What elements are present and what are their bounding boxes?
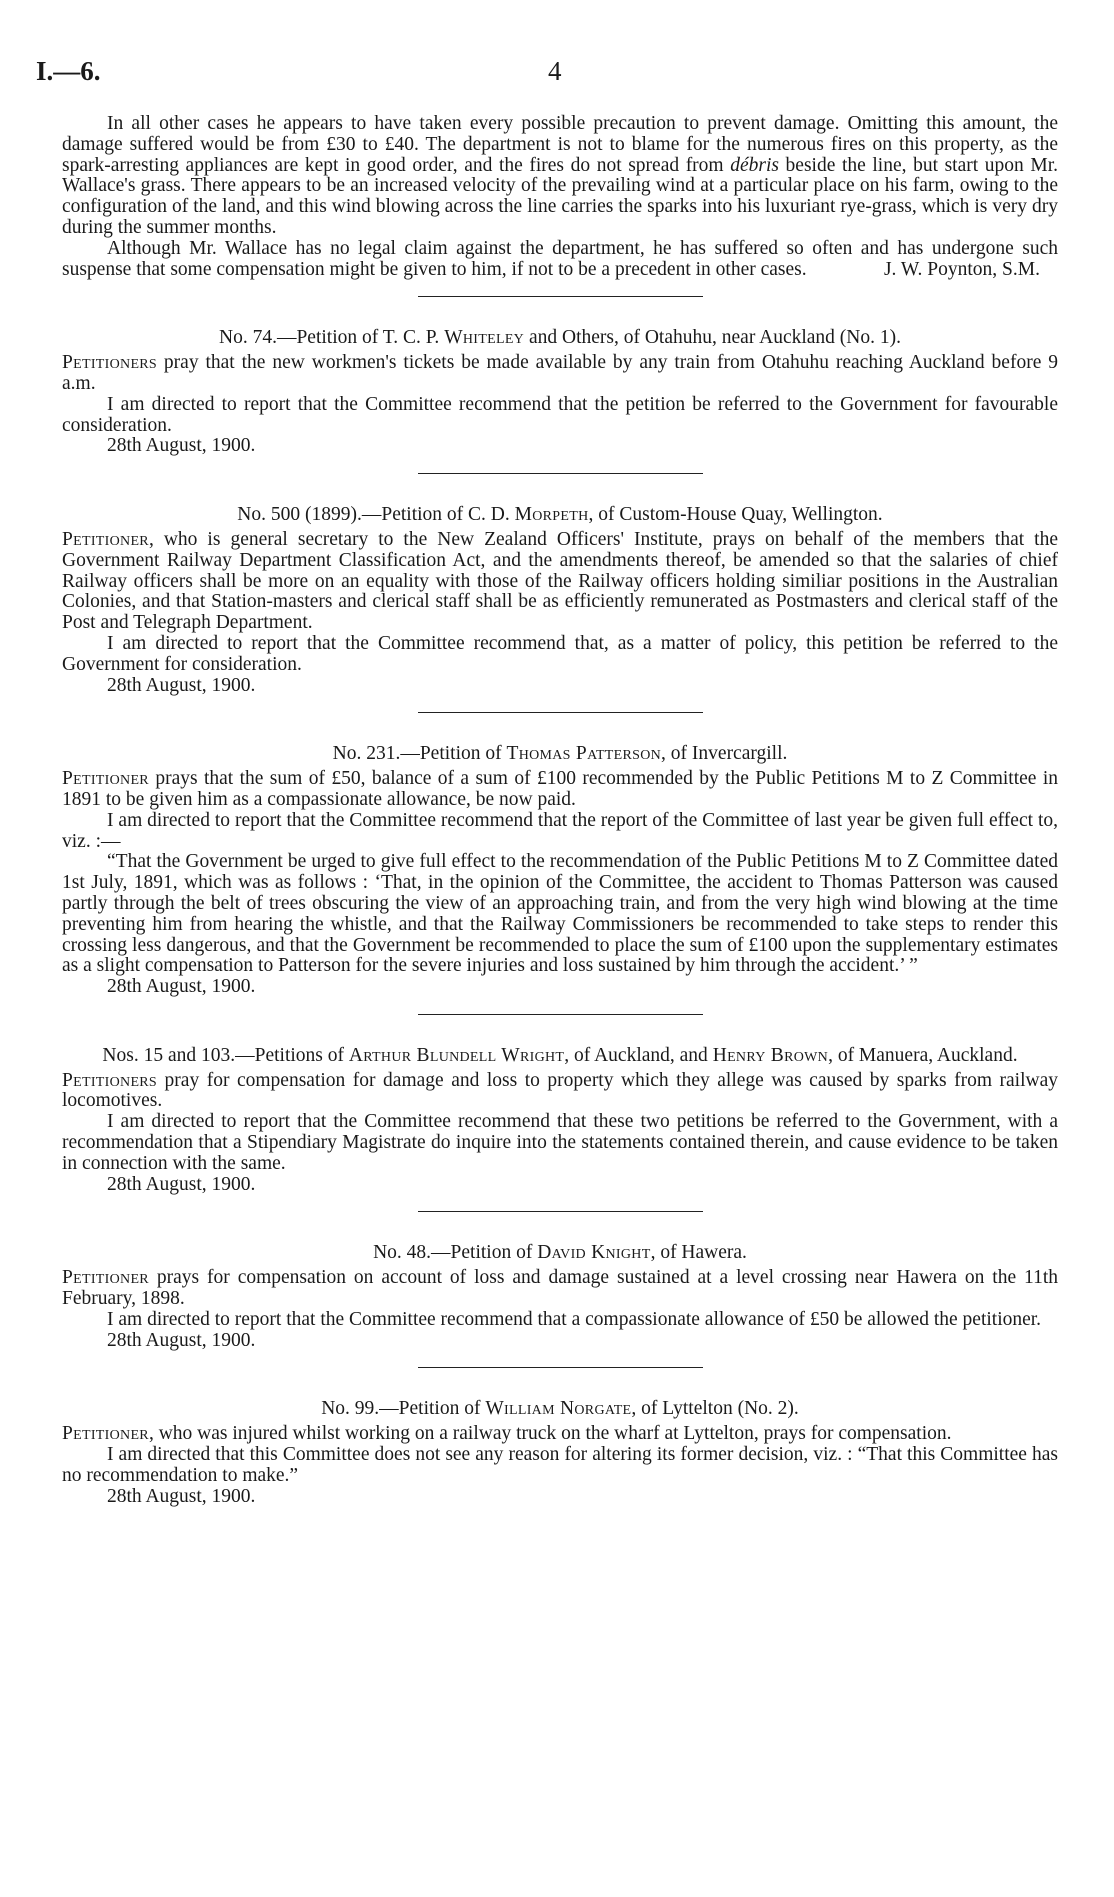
document-body	[62, 114, 1058, 1507]
petition-section	[62, 328, 1058, 457]
quoted-recommendation: “That the Government be urged to give full effect to the recommendation of the Public Petitions M to Z Committee dated 1st July, 1891, which was as follows : ‘That, in the opinion of the Committee, the accident to Thomas Patterson was caused partly through the belt of trees obscuring the view of an approaching train, and from the very high wind blowing at the time preventing him from hearing the whistle, and that the Railway Commissioners be recommended to take steps to render this crossing less dangerous, and that the Government be recommended to place the sum of £100 upon the supplementary estimates as a slight compensation to Patterson for the severe injuries and loss sustained by him through the accident.’ ”	[62, 851, 1058, 977]
signature: J. W. Poynton, S.M.	[883, 258, 1040, 280]
committee-report: I am directed to report that the Committee recommend that the petition be referred to the Government for favourable consideration.	[62, 393, 1058, 436]
paper-code: I.—6.	[36, 56, 101, 86]
report-date: 28th August, 1900.	[107, 674, 256, 696]
divider	[418, 1014, 703, 1015]
committee-report: I am directed that this Committee does not see any reason for altering its former decision, viz. : “That this Committee has no recommendation to make.”	[62, 1444, 1058, 1486]
report-date: 28th August, 1900.	[107, 435, 256, 457]
petition-section	[62, 744, 1058, 998]
petition-heading: No. 500 (1899).—Petition of C. D. Morpeth, of Custom-House Quay, Wellington.	[237, 504, 883, 526]
petition-heading: No. 74.—Petition of T. C. P. Whiteley and Others, of Otahuhu, near Auckland (No. 1).	[219, 327, 901, 349]
petition-heading: No. 48.—Petition of David Knight, of Hawera.	[373, 1242, 747, 1264]
divider	[418, 712, 703, 713]
petition-prayer: Petitioner, who is general secretary to the New Zealand Officers' Institute, prays on behalf of the members that the Government Railway Department Classification Act, and the amendments thereof, be amended so that the salaries of chief Railway officers shall be more on an equality with those of the Railway officers holding similiar positions in the Australian Colonies, and that Station-masters and clerical staff shall be as efficiently remunerated as Postmasters and clerical staff of the Post and Telegraph Department.	[62, 528, 1058, 634]
committee-report: I am directed to report that the Committee recommend that the report of the Committee of last year be given full effect to, viz. :—	[62, 809, 1058, 852]
petition-prayer: Petitioners pray for compensation for damage and loss to property which they allege was caused by sparks from railway locomotives.	[62, 1069, 1058, 1112]
committee-report: I am directed to report that the Committee recommend that, as a matter of policy, this petition be referred to the Government for consideration.	[62, 632, 1058, 675]
committee-report: I am directed to report that the Committee recommend that a compassionate allowance of £50 be allowed the petitioner.	[107, 1308, 1042, 1330]
divider	[418, 473, 703, 474]
petition-section	[62, 1046, 1058, 1196]
petition-heading: No. 99.—Petition of William Norgate, of Lyttelton (No. 2).	[321, 1398, 799, 1420]
divider	[418, 1211, 703, 1212]
divider	[418, 1367, 703, 1368]
italic-word: débris	[730, 154, 779, 176]
report-date: 28th August, 1900.	[107, 1329, 256, 1351]
report-date: 28th August, 1900.	[107, 976, 256, 998]
petition-section	[62, 1399, 1058, 1507]
report-date: 28th August, 1900.	[107, 1173, 256, 1195]
divider	[418, 296, 703, 297]
petition-heading: No. 231.—Petition of Thomas Patterson, of Invercargill.	[332, 743, 788, 765]
report-date: 28th August, 1900.	[107, 1485, 256, 1507]
committee-report: I am directed to report that the Committee recommend that these two petitions be referred to the Government, with a recommendation that a Stipendiary Magistrate do inquire into the statements contained therein, and cause evidence to be taken in connection with the same.	[62, 1111, 1058, 1174]
petition-prayer: Petitioners pray that the new workmen's tickets be made available by any train from Otahuhu reaching Auckland before 9 a.m.	[62, 352, 1058, 394]
intro-paragraph-1: In all other cases he appears to have taken every possible precaution to prevent damage. Omitting this amount, the damage suffered would be from £30 to £40. The department is not to blame for the numerous fires on this property, as the spark-arresting appliances are kept in good order, and the fires do not spread from débris beside the line, but start upon Mr. Wallace's grass. There appears to be an increased velocity of the prevailing wind at a particular place on his farm, owing to the configuration of the land, and this wind blowing across the line carries the sparks into his luxuriant rye-grass, which is very dry during the summer months.	[62, 113, 1058, 238]
petition-section	[62, 1243, 1058, 1351]
petition-prayer: Petitioner prays for compensation on account of loss and damage sustained at a level crossing near Hawera on the 11th February, 1898.	[62, 1267, 1058, 1310]
petition-heading: Nos. 15 and 103.—Petitions of Arthur Blundell Wright, of Auckland, and Henry Brown, of Manuera, Auckland.	[102, 1044, 1018, 1066]
intro-paragraph-2: Although Mr. Wallace has no legal claim against the department, he has suffered so often and has undergone such suspense that some compensation might be given to him, if not to be a precedent in other cases.	[62, 237, 1058, 280]
page-number: 4	[548, 56, 562, 86]
petition-prayer: Petitioner, who was injured whilst working on a railway truck on the wharf at Lyttelton, prays for compensation.	[62, 1423, 952, 1445]
petition-section	[62, 505, 1058, 696]
petition-prayer: Petitioner prays that the sum of £50, balance of a sum of £100 recommended by the Public Petitions M to Z Committee in 1891 to be given him as a compassionate allowance, be now paid.	[62, 768, 1058, 810]
